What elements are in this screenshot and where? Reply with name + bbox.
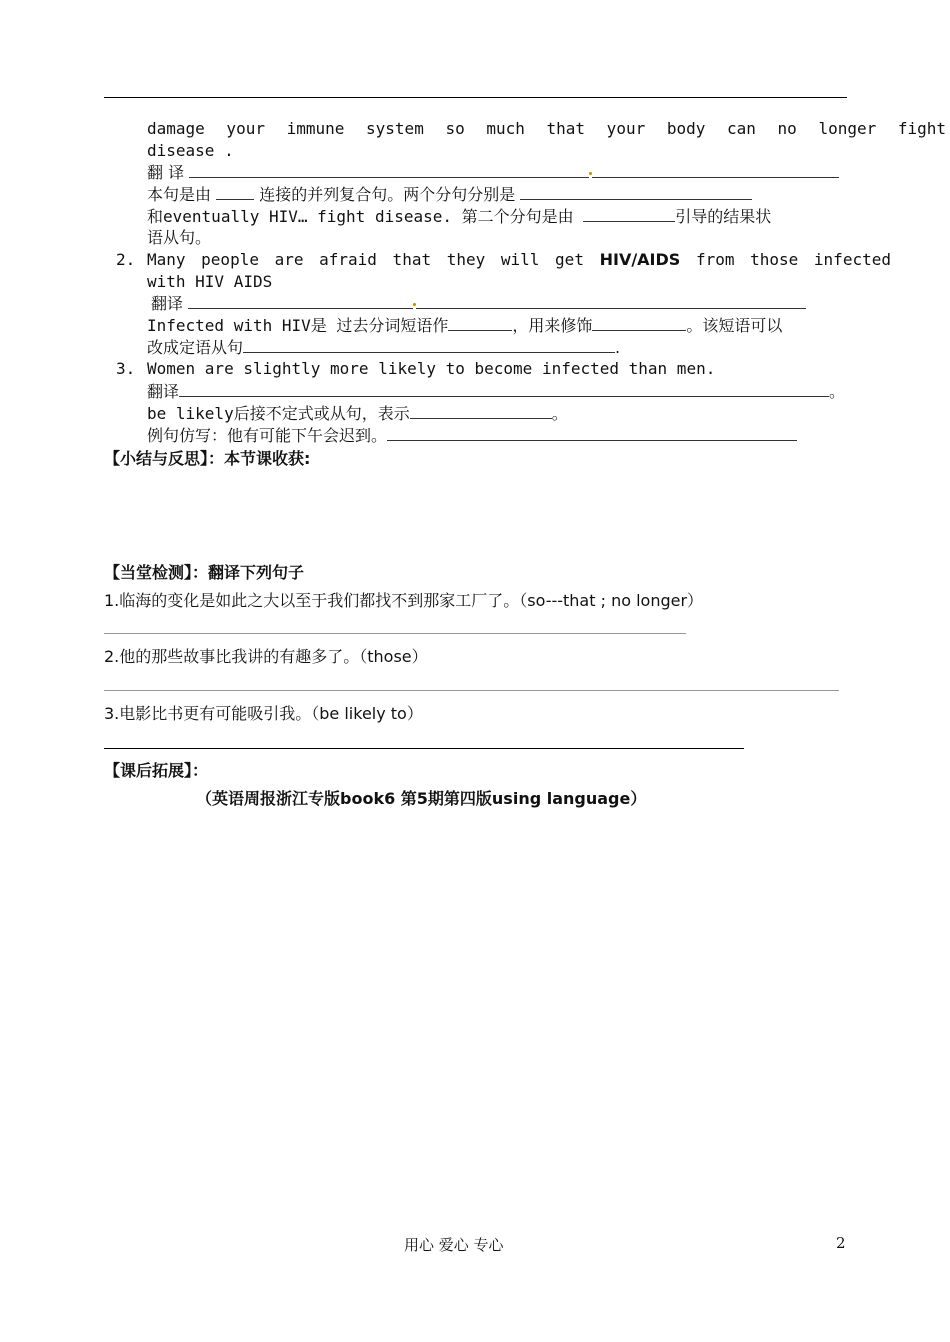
- translate-row: [147, 161, 839, 184]
- rewrite-end: .: [615, 338, 621, 357]
- likely-end: 。: [551, 404, 568, 423]
- sentence-line: disease .: [147, 141, 234, 160]
- answer-blank[interactable]: [188, 292, 413, 309]
- answer-blank[interactable]: [520, 183, 752, 200]
- answer-blank[interactable]: [592, 161, 839, 178]
- answer-blank[interactable]: [410, 402, 552, 419]
- infected-text: Infected with HIV是 过去分词短语作: [147, 316, 449, 335]
- translate-label: 翻 译: [147, 163, 185, 182]
- and-label: 和: [147, 207, 164, 226]
- imitate-row: [147, 424, 797, 447]
- translate-label: 翻译: [151, 294, 184, 313]
- page-number: 2: [836, 1234, 846, 1252]
- item-number: 2.: [116, 250, 136, 269]
- likely-text: be likely后接不定式或从句，表示: [147, 404, 410, 423]
- clause-row: [147, 205, 771, 228]
- imitate-text: 例句仿写：他有可能下午会迟到。: [147, 426, 388, 445]
- translate-row: [151, 292, 806, 315]
- answer-blank[interactable]: [387, 424, 797, 441]
- clause-suffix: 引导的结果状: [675, 207, 772, 226]
- clause-text: eventually HIV… fight disease.: [163, 207, 452, 226]
- answer-line[interactable]: [104, 633, 686, 634]
- question-3: 3.电影比书更有可能吸引我。（be likely to）: [104, 704, 423, 723]
- sentence-line: damage your immune system so much that your body can no longer fight: [147, 119, 947, 138]
- question-2: 2.他的那些故事比我讲的有趣多了。（those）: [104, 647, 428, 666]
- conjunction-row: [147, 183, 752, 206]
- rewrite-text: 改成定语从句: [147, 338, 244, 357]
- header-rule: [104, 97, 847, 98]
- answer-blank[interactable]: [583, 205, 675, 222]
- infected-text: 。该短语可以: [686, 316, 783, 335]
- summary-heading: 【小结与反思】：本节课收获:: [104, 449, 311, 468]
- clause-end: 语从句。: [147, 228, 212, 247]
- footer-motto: 用心 爱心 专心: [404, 1236, 504, 1254]
- answer-blank[interactable]: [179, 380, 829, 397]
- answer-blank[interactable]: [592, 314, 686, 331]
- conjunction-text: 连接的并列复合句。两个分句分别是: [259, 185, 516, 204]
- answer-blank[interactable]: [448, 314, 512, 331]
- answer-blank[interactable]: [243, 336, 615, 353]
- answer-blank[interactable]: [216, 183, 254, 200]
- likely-row: [147, 402, 568, 425]
- answer-blank[interactable]: [416, 292, 806, 309]
- sentence-line: with HIV AIDS: [147, 272, 273, 291]
- sentence-bold: HIV/AIDS: [599, 250, 681, 269]
- infected-row: [147, 314, 782, 337]
- translate-end: 。: [829, 382, 846, 401]
- answer-line[interactable]: [104, 690, 839, 691]
- sentence-line: Women are slightly more likely to become infected than men.: [147, 359, 716, 378]
- extension-text: （英语周报浙江专版book6 第5期第四版using language）: [196, 789, 647, 808]
- translate-label: 翻译: [147, 382, 180, 401]
- sentence-text: from those infected: [695, 250, 891, 269]
- item-number: 3.: [116, 359, 136, 378]
- question-1: 1.临海的变化是如此之大以至于我们都找不到那家工厂了。（so---that ; no longer）: [104, 591, 704, 610]
- infected-text: ，用来修饰: [512, 316, 593, 335]
- answer-line[interactable]: [104, 748, 744, 749]
- rewrite-row: [147, 336, 620, 359]
- conjunction-prefix: 本句是由: [147, 185, 212, 204]
- check-heading: 【当堂检测】：翻译下列句子: [104, 563, 305, 582]
- clause-prefix: 第二个分句是由: [461, 207, 574, 226]
- sentence-text: Many people are afraid that they will get: [147, 250, 584, 269]
- sentence-line: [147, 249, 891, 271]
- translate-row: [147, 380, 845, 403]
- answer-blank[interactable]: [189, 161, 589, 178]
- extension-heading: 【课后拓展】：: [104, 761, 209, 780]
